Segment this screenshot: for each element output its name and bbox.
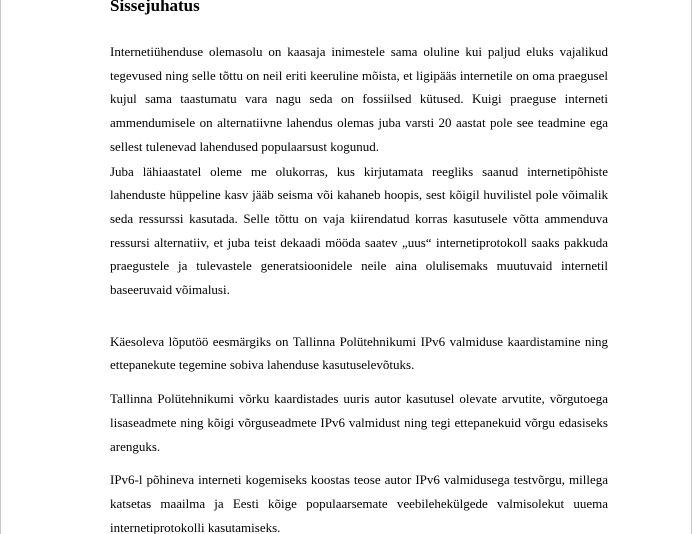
paragraph-3: Käesoleva lõputöö eesmärgiks on Tallinna Polütehnikumi IPv6 valmiduse kaardistamine ning ettepanekute tegemine sobiva lahenduse kasutuselevõtuks. bbox=[110, 333, 608, 373]
page-right-edge bbox=[691, 0, 692, 534]
paragraph-4: Tallinna Polütehnikumi võrku kaardistades uuris autor kasutusel olevate arvutite, võrgutoega lisaseadmete ning kõigi võrguseadmete IPv6 valmidust ning tegi ettepanekuid võrgu edasiseks arenguks. bbox=[110, 391, 608, 454]
paragraph-1: Internetiühenduse olemasolu on kaasaja inimestele sama oluline kui paljud eluks vajalikud tegevused ning selle tõttu on neil eriti keeruline mõista, et ligipääs internetile on oma praegusel kujul sama taastumatu vara nagu seda on fossiilsed kütused. Kuigi praeguse interneti ammendumisele on alternatiivne lahendus olemas juba varsti 20 aastat pole see teadmine ega sellest tulenevad lahendused populaarsust kogunud. bbox=[110, 44, 608, 154]
paragraph-2: Juba lähiaastatel oleme me olukorras, kus kirjutamata reegliks saanud internetipõhiste lahenduste hüppeline kasv jääb seisma või kahaneb hoopis, sest kõigil huvilistel pole võimalik seda ressurssi kasutada. Selle tõttu on vaja kiirendatud korras kasutusele võtta ammenduva ressursi alternatiiv, et juba teist dekaadi mööda saatev „uus“ internetiprotokoll saaks pakkuda praegustele ja tulevastele generatsioonidele neile aina olulisemaks muutuvaid internetil baseeruvaid võimalusi. bbox=[110, 163, 608, 298]
section-heading: Sissejuhatus bbox=[110, 0, 200, 15]
page-left-edge bbox=[0, 0, 1, 534]
document-body bbox=[110, 0, 608, 534]
paragraph-5: IPv6-l põhineva interneti kogemiseks koostas teose autor IPv6 valmidusega testvõrgu, millega katsetas maailma ja Eesti kõige populaarsemate veebilehekülgede valmisolekut uuema internetiprotokolli kasutamiseks. bbox=[110, 472, 608, 534]
